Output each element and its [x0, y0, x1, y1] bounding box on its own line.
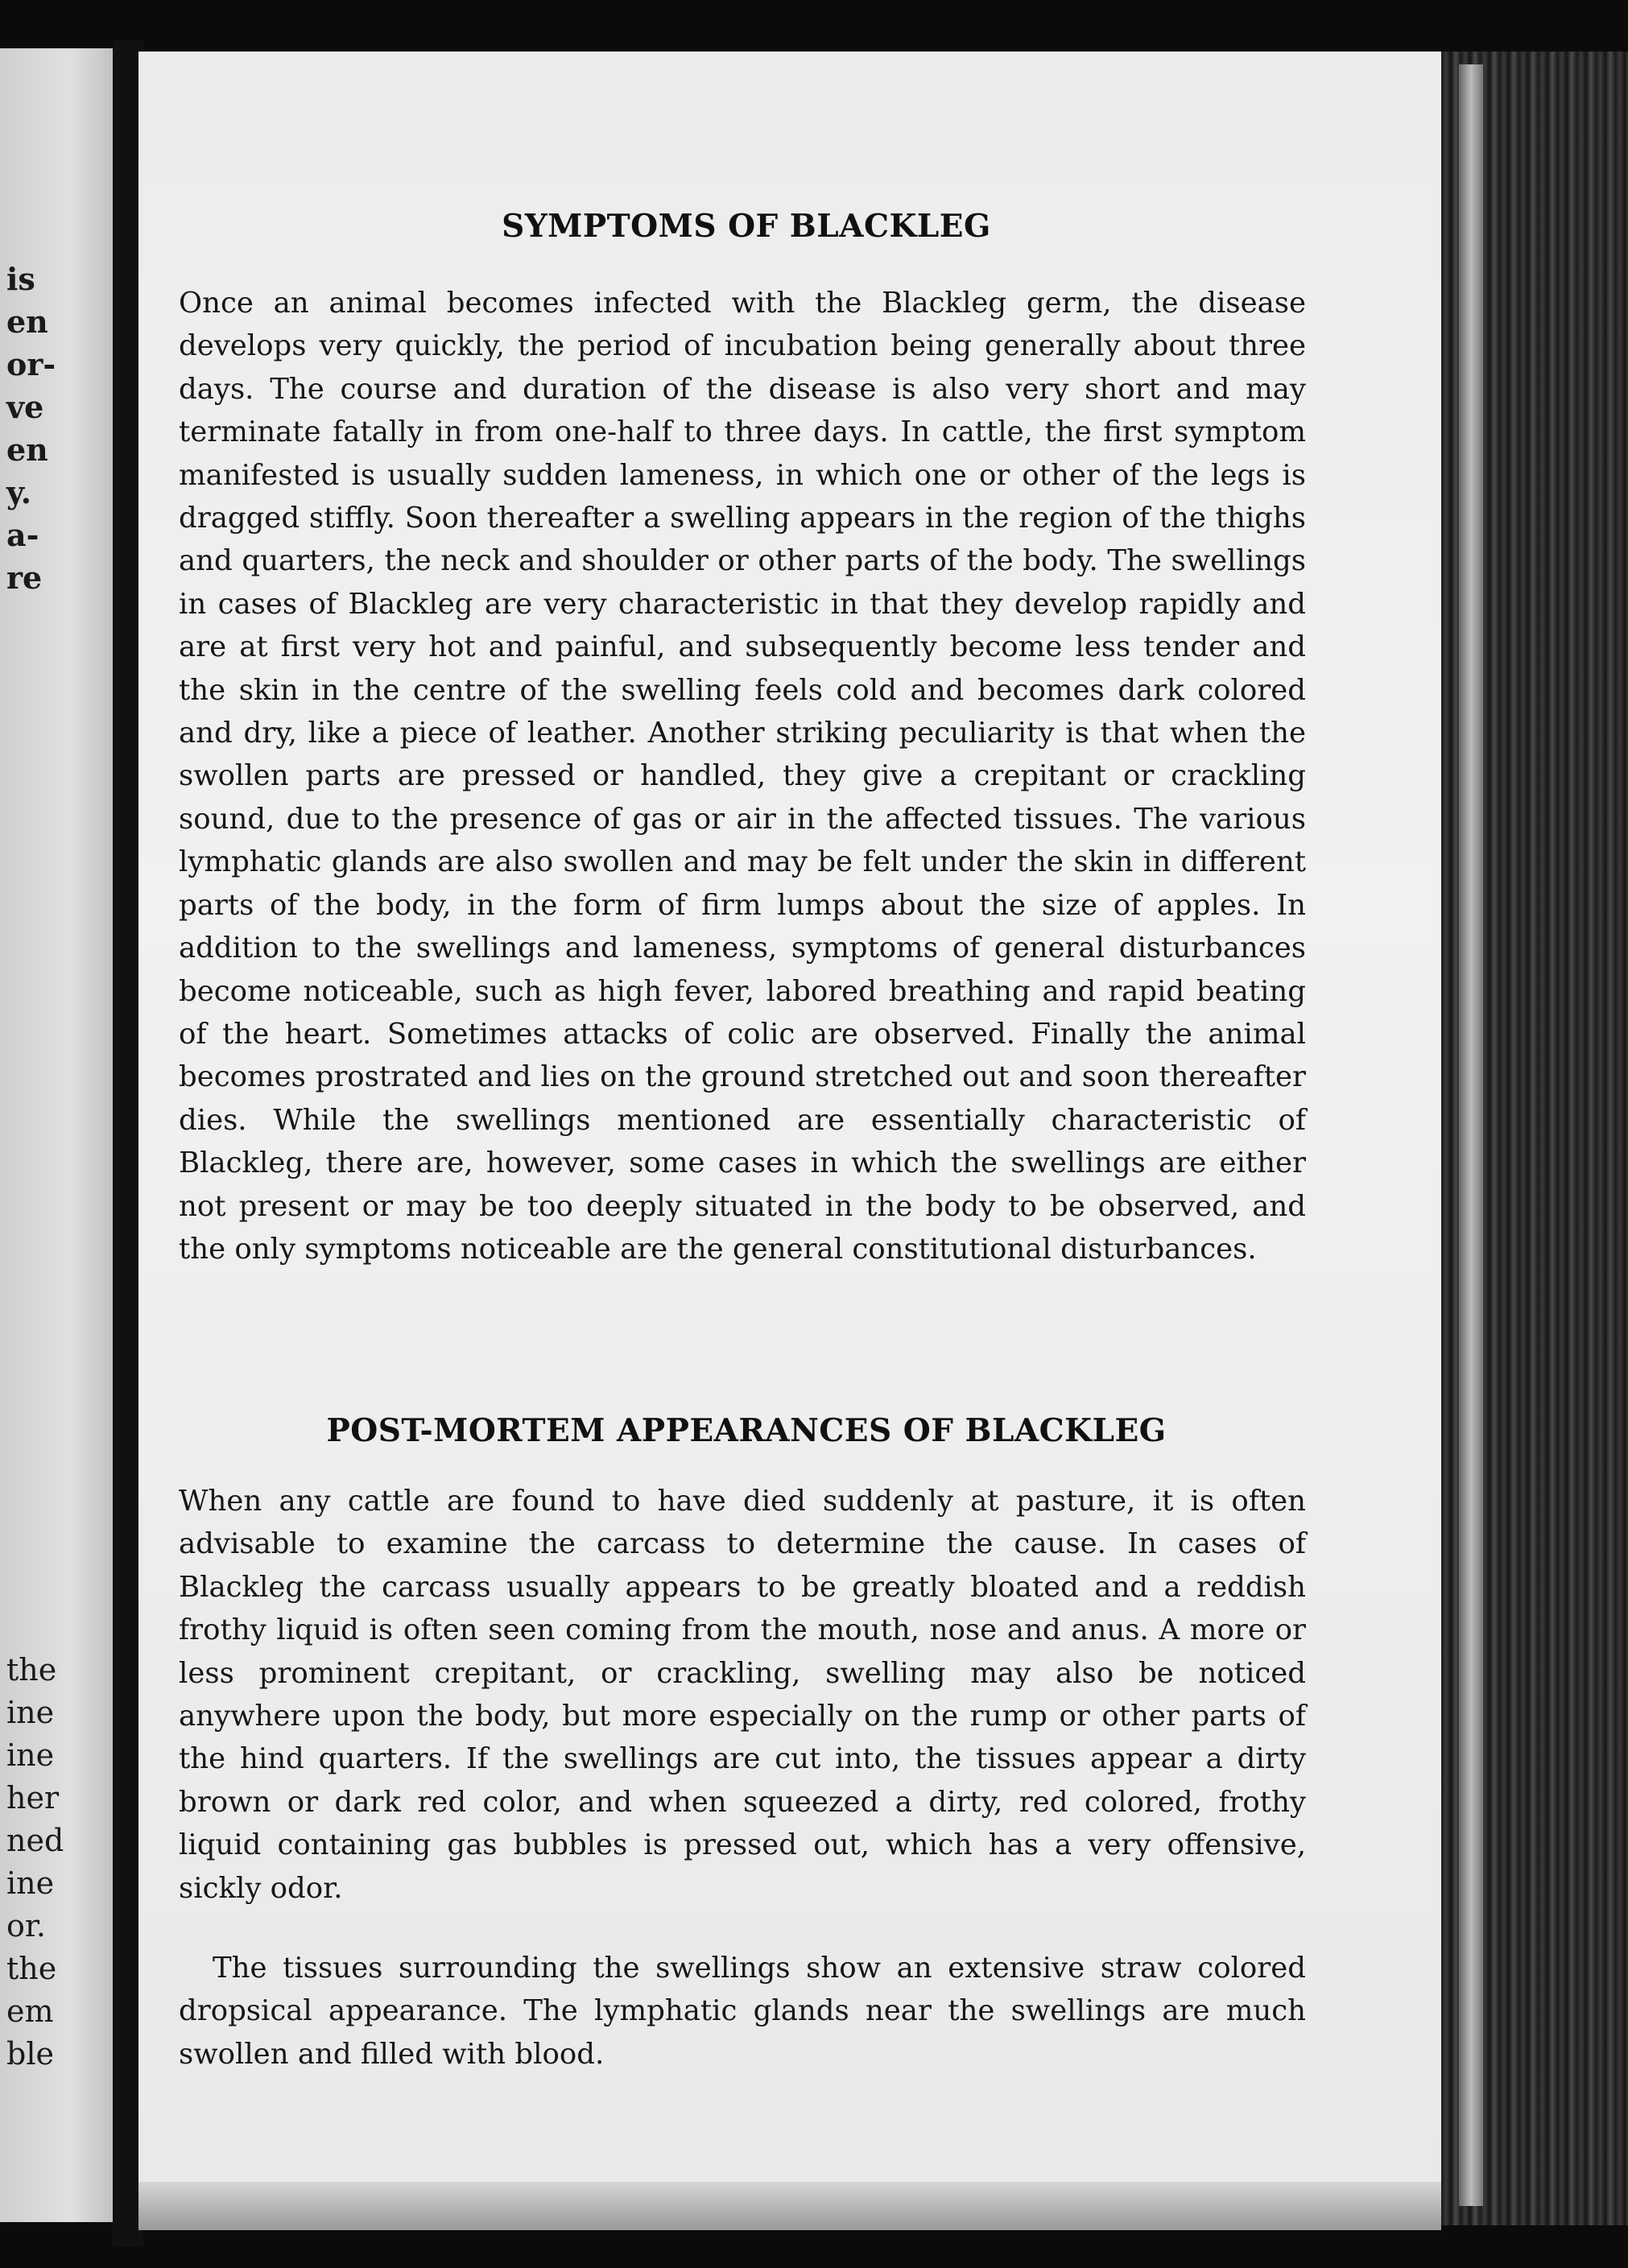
- section-heading-symptoms: SYMPTOMS OF BLACKLEG: [502, 208, 991, 245]
- left-fragment: is: [6, 261, 35, 297]
- left-fragment: a-: [6, 517, 39, 553]
- left-fragment: en: [6, 304, 48, 340]
- left-fragment: ine: [6, 1865, 55, 1901]
- left-fragment: ble: [6, 2036, 54, 2072]
- left-fragment: or-: [6, 346, 56, 382]
- left-fragment: em: [6, 1993, 54, 2029]
- left-page-fragments-top: [6, 258, 56, 599]
- paragraph-post-mortem-1: When any cattle are found to have died suddenly at pasture, it is often advisable to examine the carcass to determine the cause. In cases of Blackleg the carcass usually appears to be greatly bloated and a reddish frothy liquid is often seen coming from the mouth, nose and anus. A more or less prominent crepitant, or crackling, swelling may also be noticed anywhere upon the body, but more especially on the rump or other parts of the hind quarters. If the swellings are cut into, the tissues appear a dirty brown or dark red color, and when squeezed a dirty, red colored, frothy liquid containing gas bubbles is pressed out, which has a very offensive, sickly odor.: [179, 1485, 1306, 1905]
- book-page-edge-highlight: [1459, 64, 1483, 2206]
- left-page-fragments-bottom: [6, 1649, 64, 2076]
- paragraph-symptoms: Once an animal becomes infected with the Blackleg germ, the disease develops very quickly, the period of incubation being generally about three days. The course and duration of the disease is also very short and may terminate fatally in from one-half to three days. In cattle, the first symptom manifested is usually sudden lameness, in which one or other of the legs is dragged stiffly. Soon thereafter a swelling appears in the region of the thighs and quarters, the neck and shoulder or other parts of the body. The swellings in cases of Blackleg are very characteristic in that they develop rapidly and are at first very hot and painful, and subsequently become less tender and the skin in the centre of the swelling feels cold and becomes dark colored and dry, like a piece of leather. Another striking peculiarity is that when the swollen parts are pressed or handled, they give a crepitant or crackling sound, due to the presence of gas or air in the affected tissues. The various lymphatic glands are also swollen and may be felt under the skin in different parts of the body, in the form of firm lumps about the size of apples. In addition to the swellings and lameness, symptoms of general disturbances become noticeable, such as high fever, labored breathing and rapid beating of the heart. Sometimes attacks of colic are observed. Finally the animal becomes prostrated and lies on the ground stretched out and soon thereafter dies. While the swellings mentioned are essentially characteristic of Blackleg, there are, however, some cases in which the swellings are either not present or may be too deeply situated in the body to be observed, and the only symptoms noticeable are the general constitutional disturbances.: [179, 287, 1306, 1266]
- left-fragment: her: [6, 1780, 60, 1816]
- section-heading-post-mortem: POST-MORTEM APPEARANCES OF BLACKLEG: [326, 1412, 1167, 1449]
- left-fragment: ine: [6, 1695, 55, 1730]
- left-fragment: the: [6, 1652, 57, 1688]
- left-fragment: en: [6, 432, 48, 468]
- left-fragment: or.: [6, 1908, 46, 1944]
- left-fragment: ve: [6, 389, 44, 425]
- left-fragment: re: [6, 560, 43, 596]
- paragraph-post-mortem-2: The tissues surrounding the swellings show an extensive straw colored dropsical appearance. The lymphatic glands near the swellings are much swollen and filled with blood.: [179, 1952, 1306, 2071]
- left-fragment: ned: [6, 1823, 64, 1858]
- page-bottom-edge: [138, 2182, 1441, 2230]
- left-fragment: the: [6, 1951, 57, 1986]
- left-fragment: y.: [6, 474, 31, 510]
- left-fragment: ine: [6, 1737, 55, 1773]
